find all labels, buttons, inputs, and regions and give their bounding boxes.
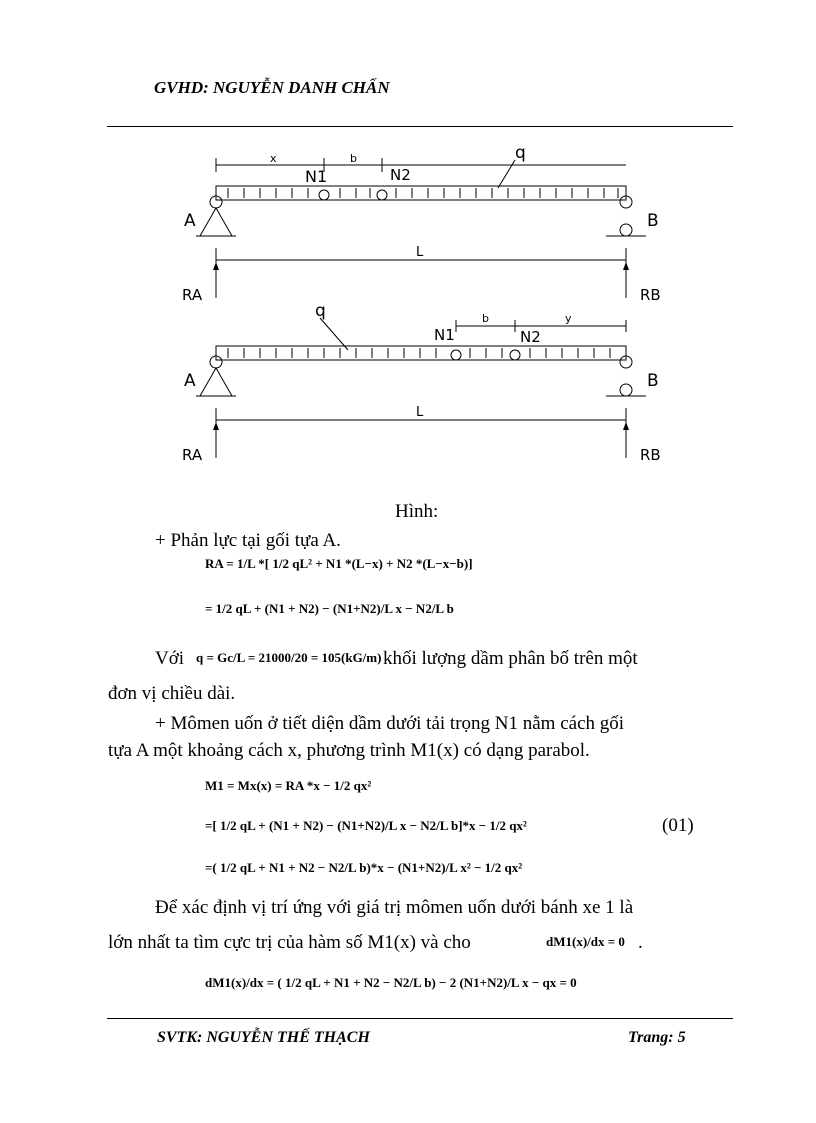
footer-rule bbox=[107, 1018, 733, 1019]
page-header: GVHD: NGUYỄN DANH CHẤN bbox=[154, 78, 390, 97]
svg-text:L: L bbox=[416, 245, 424, 260]
page-number: Trang: 5 bbox=[628, 1029, 686, 1046]
svg-text:N2: N2 bbox=[520, 328, 541, 346]
svg-text:N1: N1 bbox=[434, 326, 455, 344]
header-rule bbox=[107, 126, 733, 127]
paragraph-extremum-1: Để xác định vị trí ứng với giá trị mômen uốn dưới bánh xe 1 là bbox=[155, 897, 634, 918]
beam-diagram-1 bbox=[170, 138, 680, 308]
paragraph-extremum-2: lớn nhất ta tìm cực trị của hàm số M1(x) và cho bbox=[108, 932, 471, 953]
beam-diagram-2 bbox=[170, 298, 680, 468]
svg-text:q: q bbox=[315, 301, 326, 321]
equation-dm-condition: dM1(x)/dx = 0 bbox=[546, 934, 625, 949]
svg-text:B: B bbox=[647, 371, 659, 391]
svg-text:y: y bbox=[565, 312, 572, 325]
equation-ra-1: RA = 1/L *[ 1/2 qL² + N1 *(L−x) + N2 *(L−x−b)] bbox=[205, 556, 473, 571]
equation-m-1: M1 = Mx(x) = RA *x − 1/2 qx² bbox=[205, 778, 372, 793]
svg-text:q: q bbox=[515, 143, 526, 163]
svg-text:b: b bbox=[350, 152, 357, 165]
equation-ra-2: = 1/2 qL + (N1 + N2) − (N1+N2)/L x − N2/L b bbox=[205, 601, 454, 616]
svg-text:N1: N1 bbox=[305, 167, 328, 186]
text-q-description: khối lượng dầm phân bố trên một bbox=[383, 648, 638, 669]
paragraph-reaction: + Phản lực tại gối tựa A. bbox=[155, 530, 341, 551]
figure-caption: Hình: bbox=[395, 501, 439, 522]
equation-m-2: =[ 1/2 qL + (N1 + N2) − (N1+N2)/L x − N2/L b]*x − 1/2 qx² bbox=[205, 818, 527, 833]
equation-dm: dM1(x)/dx = ( 1/2 qL + N1 + N2 − N2/L b) − 2 (N1+N2)/L x − qx = 0 bbox=[205, 975, 577, 990]
svg-text:N2: N2 bbox=[390, 166, 411, 184]
equation-number: (01) bbox=[662, 815, 694, 836]
footer-author: SVTK: NGUYỄN THẾ THẠCH bbox=[157, 1029, 370, 1046]
text-unit-length: đơn vị chiều dài. bbox=[108, 683, 236, 704]
svg-text:RA: RA bbox=[182, 446, 203, 464]
text-voi: Với bbox=[155, 648, 185, 669]
svg-text:L: L bbox=[416, 405, 424, 420]
svg-text:A: A bbox=[184, 211, 196, 231]
svg-text:RB: RB bbox=[640, 286, 661, 304]
svg-text:b: b bbox=[482, 312, 489, 325]
text-period: . bbox=[638, 932, 643, 953]
equation-q: q = Gc/L = 21000/20 = 105(kG/m) bbox=[196, 650, 382, 665]
svg-text:RB: RB bbox=[640, 446, 661, 464]
equation-m-3: =( 1/2 qL + N1 + N2 − N2/L b)*x − (N1+N2)/L x² − 1/2 qx² bbox=[205, 860, 523, 875]
paragraph-moment-1: + Mômen uốn ở tiết diện dầm dưới tải trọng N1 nằm cách gối bbox=[155, 713, 625, 734]
paragraph-moment-2: tựa A một khoảng cách x, phương trình M1(x) có dạng parabol. bbox=[108, 740, 590, 761]
svg-text:RA: RA bbox=[182, 286, 203, 304]
svg-text:A: A bbox=[184, 371, 196, 391]
svg-text:B: B bbox=[647, 211, 659, 231]
svg-text:x: x bbox=[270, 152, 277, 165]
